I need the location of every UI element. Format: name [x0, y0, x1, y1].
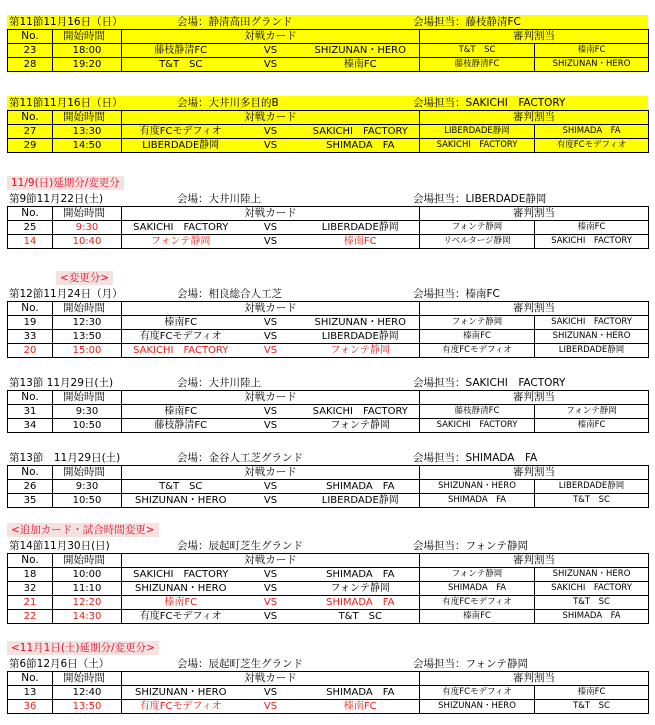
round-date: 第12節11月24日（月） [9, 288, 123, 300]
table-header-row [8, 466, 649, 480]
section-2 [7, 96, 648, 153]
start-time: 19:20 [53, 58, 122, 72]
referee-1: SAKICHI FACTORY [420, 419, 535, 433]
table-row [8, 419, 649, 433]
col-start-time: 開始時間 [53, 207, 122, 221]
referee-2: LIBERDADE静岡 [535, 480, 649, 494]
col-referee: 審判割当 [420, 672, 649, 686]
section-7 [7, 539, 648, 624]
change-note: <追加カード・試合時間変更> [7, 523, 159, 537]
referee-1: 榛南FC [420, 610, 535, 624]
home-team: SHIZUNAN・HERO [122, 582, 240, 596]
venue: 会場：相良総合人工芝 [177, 288, 282, 300]
away-team: フォンテ静岡 [302, 344, 420, 358]
referee-2: SHIMADA FA [535, 610, 649, 624]
venue: 会場：大井川陸上 [177, 377, 261, 389]
match-table [7, 206, 649, 249]
referee-2: 有度FCモデフィオ [535, 139, 649, 153]
col-match: 対戦カード [122, 207, 420, 221]
table-row [8, 700, 649, 714]
home-team: SHIZUNAN・HERO [122, 494, 240, 508]
referee-1: T&T SC [420, 44, 535, 58]
venue-host: 会場担当：フォンテ静岡 [413, 540, 528, 552]
vs-label: VS [240, 494, 302, 508]
vs-label: VS [240, 419, 302, 433]
start-time: 10:00 [53, 568, 122, 582]
away-team: T&T SC [302, 610, 420, 624]
away-team: 榛南FC [302, 700, 420, 714]
referee-1: 藤枝静清FC [420, 58, 535, 72]
section-3 [7, 192, 648, 249]
referee-1: フォンテ静岡 [420, 316, 535, 330]
col-start-time: 開始時間 [53, 466, 122, 480]
col-no: No. [8, 30, 53, 44]
start-time: 13:30 [53, 125, 122, 139]
vs-label: VS [240, 316, 302, 330]
away-team: LIBERDADE静岡 [302, 221, 420, 235]
referee-2: LIBERDADE静岡 [535, 344, 649, 358]
match-no: 26 [8, 480, 53, 494]
col-match: 対戦カード [122, 30, 420, 44]
referee-1: LIBERDADE静岡 [420, 125, 535, 139]
venue: 会場：辰起町芝生グランド [177, 658, 303, 670]
match-no: 29 [8, 139, 53, 153]
referee-1: 有度FCモデフィオ [420, 686, 535, 700]
home-team: SHIZUNAN・HERO [122, 686, 240, 700]
start-time: 10:50 [53, 494, 122, 508]
table-row [8, 494, 649, 508]
table-header-row [8, 111, 649, 125]
col-referee: 審判割当 [420, 554, 649, 568]
away-team: SHIMADA FA [302, 568, 420, 582]
away-team: 榛南FC [302, 235, 420, 249]
start-time: 11:10 [53, 582, 122, 596]
referee-2: SHIZUNAN・HERO [535, 568, 649, 582]
start-time: 18:00 [53, 44, 122, 58]
change-note: <変更分> [56, 271, 113, 285]
venue-host: 会場担当：LIBERDADE静岡 [413, 193, 547, 205]
home-team: SAKICHI FACTORY [122, 344, 240, 358]
home-team: 有度FCモデフィオ [122, 700, 240, 714]
match-no: 23 [8, 44, 53, 58]
vs-label: VS [240, 235, 302, 249]
match-table [7, 301, 649, 358]
match-no: 19 [8, 316, 53, 330]
venue-host: 会場担当：SAKICHI FACTORY [413, 377, 566, 389]
round-date: 第11節11月16日（日） [9, 16, 123, 28]
venue: 会場：静清高田グランド [177, 16, 293, 28]
section-header [7, 192, 648, 206]
venue: 会場：辰起町芝生グランド [177, 540, 303, 552]
referee-1: 有度FCモデフィオ [420, 344, 535, 358]
venue-host: 会場担当：SHIMADA FA [413, 452, 538, 464]
vs-label: VS [240, 58, 302, 72]
round-date: 第11節11月16日（日） [9, 97, 123, 109]
match-table [7, 553, 649, 624]
start-time: 12:20 [53, 596, 122, 610]
away-team: SAKICHI FACTORY [302, 405, 420, 419]
section-header [7, 287, 648, 301]
table-row [8, 235, 649, 249]
home-team: SAKICHI FACTORY [122, 221, 240, 235]
col-match: 対戦カード [122, 672, 420, 686]
match-no: 21 [8, 596, 53, 610]
away-team: フォンテ静岡 [302, 419, 420, 433]
home-team: 有度FCモデフィオ [122, 125, 240, 139]
start-time: 12:30 [53, 316, 122, 330]
section-header [7, 451, 648, 465]
vs-label: VS [240, 125, 302, 139]
match-no: 13 [8, 686, 53, 700]
col-start-time: 開始時間 [53, 672, 122, 686]
vs-label: VS [240, 686, 302, 700]
col-referee: 審判割当 [420, 111, 649, 125]
round-date: 第6節12月6日（土） [9, 658, 110, 670]
vs-label: VS [240, 330, 302, 344]
col-no: No. [8, 207, 53, 221]
table-row [8, 610, 649, 624]
table-row [8, 125, 649, 139]
start-time: 14:50 [53, 139, 122, 153]
col-start-time: 開始時間 [53, 554, 122, 568]
match-no: 27 [8, 125, 53, 139]
start-time: 9:30 [53, 405, 122, 419]
venue-host: 会場担当：フォンテ静岡 [413, 658, 528, 670]
home-team: T&T SC [122, 58, 240, 72]
section-4 [7, 287, 648, 358]
away-team: 榛南FC [302, 58, 420, 72]
match-no: 18 [8, 568, 53, 582]
match-no: 36 [8, 700, 53, 714]
home-team: LIBERDADE静岡 [122, 139, 240, 153]
vs-label: VS [240, 44, 302, 58]
venue-host: 会場担当：SAKICHI FACTORY [413, 97, 566, 109]
home-team: フォンテ静岡 [122, 235, 240, 249]
match-no: 34 [8, 419, 53, 433]
referee-2: フォンテ静岡 [535, 405, 649, 419]
referee-2: 榛南FC [535, 686, 649, 700]
referee-1: SHIZUNAN・HERO [420, 700, 535, 714]
section-5 [7, 376, 648, 433]
round-date: 第14節11月30日(日) [9, 540, 110, 552]
start-time: 12:40 [53, 686, 122, 700]
col-no: No. [8, 111, 53, 125]
vs-label: VS [240, 221, 302, 235]
start-time: 9:30 [53, 480, 122, 494]
col-start-time: 開始時間 [53, 391, 122, 405]
referee-2: SHIZUNAN・HERO [535, 58, 649, 72]
home-team: T&T SC [122, 480, 240, 494]
referee-1: フォンテ静岡 [420, 221, 535, 235]
venue: 会場：大井川陸上 [177, 193, 261, 205]
match-no: 20 [8, 344, 53, 358]
start-time: 10:40 [53, 235, 122, 249]
away-team: LIBERDADE静岡 [302, 330, 420, 344]
start-time: 13:50 [53, 700, 122, 714]
col-referee: 審判割当 [420, 302, 649, 316]
table-row [8, 316, 649, 330]
venue-host: 会場担当：榛南FC [413, 288, 500, 300]
col-referee: 審判割当 [420, 466, 649, 480]
section-6 [7, 451, 648, 508]
referee-1: SAKICHI FACTORY [420, 139, 535, 153]
round-date: 第13節 11月29日(土) [9, 377, 114, 389]
col-match: 対戦カード [122, 391, 420, 405]
col-referee: 審判割当 [420, 207, 649, 221]
round-date: 第9節11月22日(土) [9, 193, 104, 205]
referee-1: SHIZUNAN・HERO [420, 480, 535, 494]
match-no: 33 [8, 330, 53, 344]
match-table [7, 671, 649, 714]
col-no: No. [8, 554, 53, 568]
col-match: 対戦カード [122, 302, 420, 316]
col-no: No. [8, 466, 53, 480]
table-header-row [8, 30, 649, 44]
referee-2: 榛南FC [535, 221, 649, 235]
referee-2: SHIMADA FA [535, 125, 649, 139]
home-team: 有度FCモデフィオ [122, 330, 240, 344]
referee-1: 有度FCモデフィオ [420, 596, 535, 610]
referee-2: SAKICHI FACTORY [535, 235, 649, 249]
home-team: SAKICHI FACTORY [122, 568, 240, 582]
table-row [8, 405, 649, 419]
col-match: 対戦カード [122, 554, 420, 568]
start-time: 15:00 [53, 344, 122, 358]
table-header-row [8, 391, 649, 405]
referee-2: SAKICHI FACTORY [535, 582, 649, 596]
vs-label: VS [240, 610, 302, 624]
referee-1: リベルタージ静岡 [420, 235, 535, 249]
section-header [7, 15, 648, 29]
section-1 [7, 15, 648, 72]
match-no: 28 [8, 58, 53, 72]
vs-label: VS [240, 344, 302, 358]
col-no: No. [8, 391, 53, 405]
table-row [8, 330, 649, 344]
home-team: 榛南FC [122, 316, 240, 330]
match-no: 32 [8, 582, 53, 596]
referee-1: 榛南FC [420, 330, 535, 344]
home-team: 藤枝静清FC [122, 419, 240, 433]
section-header [7, 657, 648, 671]
referee-1: フォンテ静岡 [420, 568, 535, 582]
match-table [7, 465, 649, 508]
vs-label: VS [240, 405, 302, 419]
vs-label: VS [240, 480, 302, 494]
home-team: 榛南FC [122, 405, 240, 419]
referee-2: SHIZUNAN・HERO [535, 330, 649, 344]
col-referee: 審判割当 [420, 30, 649, 44]
away-team: SHIMADA FA [302, 480, 420, 494]
away-team: フォンテ静岡 [302, 582, 420, 596]
match-no: 14 [8, 235, 53, 249]
away-team: SHIMADA FA [302, 596, 420, 610]
referee-2: T&T SC [535, 700, 649, 714]
col-match: 対戦カード [122, 111, 420, 125]
match-no: 25 [8, 221, 53, 235]
table-header-row [8, 207, 649, 221]
vs-label: VS [240, 596, 302, 610]
venue: 会場：大井川多目的B [177, 97, 279, 109]
start-time: 13:50 [53, 330, 122, 344]
section-header [7, 376, 648, 390]
home-team: 有度FCモデフィオ [122, 610, 240, 624]
change-note: 11/9(日)延期分/変更分 [7, 176, 124, 190]
vs-label: VS [240, 139, 302, 153]
match-no: 31 [8, 405, 53, 419]
col-start-time: 開始時間 [53, 111, 122, 125]
table-row [8, 582, 649, 596]
start-time: 14:30 [53, 610, 122, 624]
referee-1: 藤枝静清FC [420, 405, 535, 419]
away-team: SHIZUNAN・HERO [302, 44, 420, 58]
match-no: 22 [8, 610, 53, 624]
vs-label: VS [240, 568, 302, 582]
referee-2: T&T SC [535, 494, 649, 508]
col-start-time: 開始時間 [53, 30, 122, 44]
away-team: SHIMADA FA [302, 139, 420, 153]
table-row [8, 568, 649, 582]
referee-2: T&T SC [535, 596, 649, 610]
match-table [7, 29, 649, 72]
referee-1: SHIMADA FA [420, 582, 535, 596]
vs-label: VS [240, 700, 302, 714]
referee-2: SAKICHI FACTORY [535, 316, 649, 330]
table-header-row [8, 554, 649, 568]
match-no: 35 [8, 494, 53, 508]
col-match: 対戦カード [122, 466, 420, 480]
col-referee: 審判割当 [420, 391, 649, 405]
table-row [8, 44, 649, 58]
referee-2: 榛南FC [535, 44, 649, 58]
venue: 会場：金谷人工芝グランド [177, 452, 303, 464]
table-row [8, 480, 649, 494]
col-no: No. [8, 672, 53, 686]
away-team: LIBERDADE静岡 [302, 494, 420, 508]
table-row [8, 58, 649, 72]
section-header [7, 539, 648, 553]
away-team: SHIMADA FA [302, 686, 420, 700]
col-no: No. [8, 302, 53, 316]
home-team: 藤枝静清FC [122, 44, 240, 58]
table-row [8, 686, 649, 700]
table-header-row [8, 302, 649, 316]
section-8 [7, 657, 648, 714]
section-header [7, 96, 648, 110]
vs-label: VS [240, 582, 302, 596]
match-table [7, 110, 649, 153]
table-row [8, 139, 649, 153]
referee-2: 榛南FC [535, 419, 649, 433]
away-team: SHIZUNAN・HERO [302, 316, 420, 330]
start-time: 9:30 [53, 221, 122, 235]
away-team: SAKICHI FACTORY [302, 125, 420, 139]
match-table [7, 390, 649, 433]
table-row [8, 596, 649, 610]
home-team: 榛南FC [122, 596, 240, 610]
col-start-time: 開始時間 [53, 302, 122, 316]
table-row [8, 344, 649, 358]
start-time: 10:50 [53, 419, 122, 433]
referee-1: SHIMADA FA [420, 494, 535, 508]
table-row [8, 221, 649, 235]
round-date: 第13節 11月29日(土) [9, 452, 121, 464]
table-header-row [8, 672, 649, 686]
venue-host: 会場担当：藤枝静清FC [413, 16, 521, 28]
change-note: <11月1日(土)延期分/変更分> [7, 641, 159, 655]
